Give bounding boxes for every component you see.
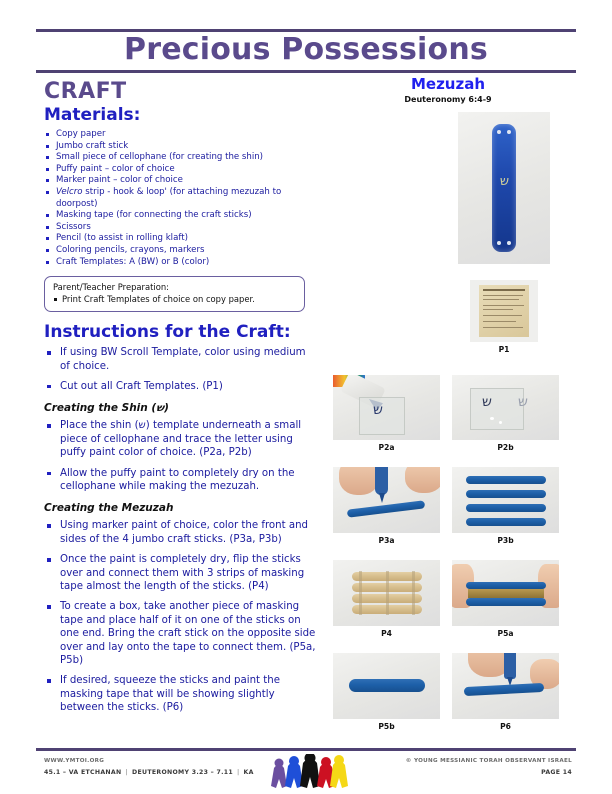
- instructions-heading: Instructions for the Craft:: [44, 322, 291, 343]
- prep-box-title: Parent/Teacher Preparation:: [53, 282, 169, 293]
- caption-p4: P4: [381, 629, 392, 638]
- photo-p4-sticks-taped: [333, 560, 440, 626]
- mezuzah-steps-list: [44, 519, 316, 714]
- photo-p2a-tracing-shin: ש: [333, 375, 440, 440]
- list-item: Craft Templates: A (BW) or B (color): [44, 257, 316, 269]
- footer: [0, 754, 612, 792]
- materials-list: [44, 129, 316, 268]
- right-column-photos: [322, 76, 574, 109]
- page-title: Precious Possessions: [124, 32, 488, 67]
- caption-p1: P1: [498, 345, 510, 354]
- footer-initials: KA: [243, 769, 254, 776]
- list-item: Allow the puffy paint to completely dry on the cellophane while making the mezuzah.: [44, 467, 316, 494]
- list-item: To create a box, take another piece of masking tape and place half of it on one of the sticks on one end. Bring the craft stick on the opposite side over and lay onto the tape to connect them. (P5a, P5b): [44, 600, 316, 667]
- photo-p5a-forming-box: [452, 560, 559, 626]
- footer-divider: |: [125, 769, 129, 776]
- ymtoi-logo: [268, 754, 348, 790]
- list-item: If using BW Scroll Template, color using medium of choice.: [44, 346, 316, 373]
- footer-lesson-line: [44, 767, 254, 778]
- footer-divider-2: |: [236, 769, 240, 776]
- footer-portion: DEUTERONOMY 3.23 – 7.11: [132, 769, 233, 776]
- caption-p2b: P2b: [497, 443, 514, 452]
- footer-lesson: 45.1 – VA ETCHANAN: [44, 769, 122, 776]
- photo-p5b-completed-box: [333, 653, 440, 719]
- list-item: Masking tape (for connecting the craft sticks): [44, 210, 316, 222]
- caption-p6: P6: [500, 722, 511, 731]
- photo-p6-painting-tape: [452, 653, 559, 719]
- list-item: Puffy paint – color of choice: [44, 164, 316, 176]
- materials-heading: Materials:: [44, 105, 141, 125]
- parent-teacher-preparation-box: [44, 276, 305, 312]
- caption-p5a: P5a: [497, 629, 514, 638]
- instructions-intro-list: [44, 346, 316, 393]
- subheading-creating-the-mezuzah: Creating the Mezuzah: [44, 502, 174, 515]
- shin-letter-on-mezuzah: ש: [499, 174, 510, 189]
- list-item: Pencil (to assist in rolling klaft): [44, 233, 316, 245]
- section-heading-craft: CRAFT: [44, 79, 127, 104]
- photo-p2b-dried-shin: ש ש: [452, 375, 559, 440]
- footer-page-number: PAGE 14: [541, 769, 572, 776]
- list-item: Small piece of cellophane (for creating the shin): [44, 152, 316, 164]
- list-item: Cut out all Craft Templates. (P1): [44, 380, 316, 393]
- left-column: [44, 80, 316, 722]
- list-item: Jumbo craft stick: [44, 141, 316, 153]
- subheading-creating-the-shin: Creating the Shin (ש): [44, 402, 169, 415]
- list-item: Place the shin (ש) template underneath a small piece of cellophane and trace the letter using puffy paint color of choice. (P2a, P2b): [44, 419, 316, 459]
- photo-p1-template: [470, 280, 538, 342]
- caption-p3a: P3a: [378, 536, 395, 545]
- footer-right: [406, 756, 572, 778]
- footer-website[interactable]: WWW.YMTOI.ORG: [44, 758, 105, 764]
- scripture-reference: Deuteronomy 6:4-9: [404, 95, 492, 104]
- mezuzah-title: Mezuzah: [410, 75, 486, 93]
- list-item: Copy paper: [44, 129, 316, 141]
- caption-p2a: P2a: [378, 443, 395, 452]
- footer-left: [44, 756, 254, 778]
- caption-p3b: P3b: [497, 536, 514, 545]
- prep-box-item: Print Craft Templates of choice on copy paper.: [53, 294, 296, 306]
- caption-p5b: P5b: [378, 722, 395, 731]
- list-item: Coloring pencils, crayons, markers: [44, 245, 316, 257]
- list-item: If desired, squeeze the sticks and paint the masking tape that will be showing slightly between the sticks. (P6): [44, 674, 316, 714]
- list-item: Velcro strip - hook & loop' (for attaching mezuzah to doorpost): [44, 187, 316, 210]
- list-item: Once the paint is completely dry, flip the sticks over and connect them with 3 strips of masking tape almost the length of the sticks. (P4): [44, 553, 316, 593]
- list-item: Scissors: [44, 222, 316, 234]
- header-rule-bottom: [36, 70, 576, 73]
- photo-p3a-painting-stick: [333, 467, 440, 533]
- photo-mezuzah-finished: [458, 112, 550, 264]
- shin-steps-list: [44, 419, 316, 493]
- photo-p3b-four-painted-sticks: [452, 467, 559, 533]
- list-item: Marker paint – color of choice: [44, 175, 316, 187]
- footer-copyright: © YOUNG MESSIANIC TORAH OBSERVANT ISRAEL: [405, 758, 572, 764]
- list-item: Using marker paint of choice, color the front and sides of the 4 jumbo craft sticks. (P3a, P3b): [44, 519, 316, 546]
- footer-rule: [36, 748, 576, 751]
